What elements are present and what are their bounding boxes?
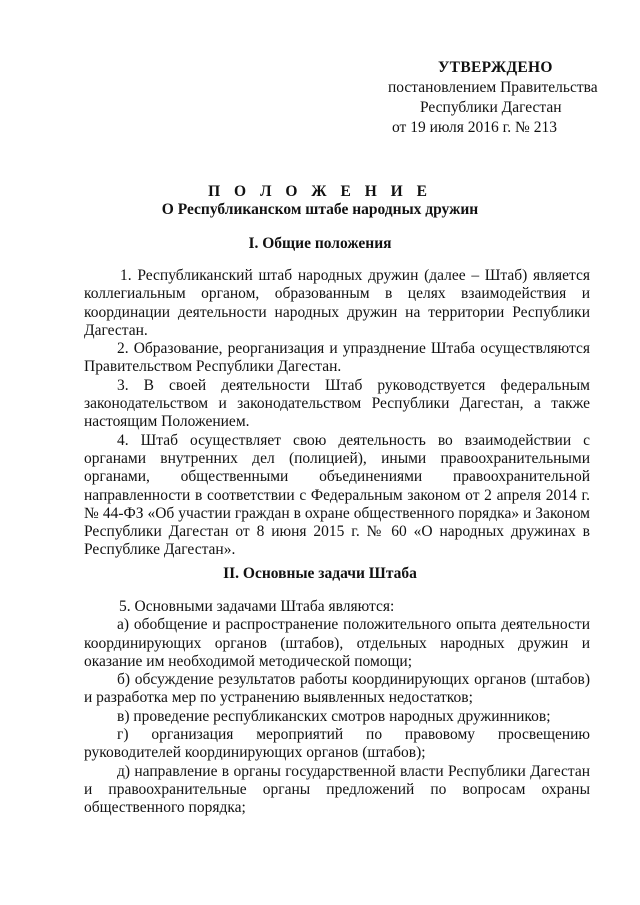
paragraph-4: 4. Штаб осуществляет свою деятельность во взаимодействии с органами внутренних дел (полицией), иными правоохранительными органами, общественными объединениями правоохранительной направленности в соответствии с Федеральным законом от 2 апреля 2014 г. № 44-ФЗ «Об участии граждан в охране общественного порядка» и Законом Республики Дагестан от 8 июня 2015 г. № 60 «О народных дружинах в Республике Дагестан».: [84, 431, 590, 559]
approval-line-1: постановлением Правительства: [388, 79, 598, 96]
paragraph-5-intro: 5. Основными задачами Штаба являются:: [119, 598, 395, 615]
approval-stamp: [360, 58, 600, 138]
approval-title: УТВЕРЖДЕНО: [438, 59, 553, 76]
list-item-d: д) направление в органы государственной власти Республики Дагестан и правоохранительные органы предложений по вопросам охраны общественного порядка;: [84, 762, 590, 817]
list-item-g: г) организация мероприятий по правовому просвещению руководителей координирующих органов (штабов);: [84, 726, 590, 762]
list-item-v: в) проведение республиканских смотров народных дружинников;: [117, 707, 551, 725]
approval-line-2: Республики Дагестан: [420, 99, 562, 116]
section-2-heading: II. Основные задачи Штаба: [223, 565, 417, 582]
list-item-b: б) обсуждение результатов работы координирующих органов (штабов) и разработка мер по устранению выявленных недостатков;: [84, 671, 590, 707]
paragraph-1: 1. Республиканский штаб народных дружин (далее – Штаб) является коллегиальным органом, образованным в целях взаимодействия и координации деятельности народных дружин на территории Республики Дагестан.: [84, 267, 590, 339]
list-item-a: а) обобщение и распространение положительного опыта деятельности координирующих органов (штабов), отдельных народных дружин и оказание им необходимой методической помощи;: [84, 616, 590, 670]
document-title: П О Л О Ж Е Н И Е: [208, 183, 432, 200]
approval-line-3: от 19 июля 2016 г. № 213: [392, 119, 557, 136]
section-2-body: [84, 598, 590, 818]
section-1-body: [84, 267, 590, 560]
section-1-heading: I. Общие положения: [248, 235, 392, 252]
paragraph-2: 2. Образование, реорганизация и упразднение Штаба осуществляются Правительством Республики Дагестан.: [84, 340, 590, 376]
paragraph-3: 3. В своей деятельности Штаб руководствуется федеральным законодательством и законодательством Республики Дагестан, а также настоящим Положением.: [84, 376, 590, 431]
document-subtitle: О Республиканском штабе народных дружин: [161, 201, 479, 218]
